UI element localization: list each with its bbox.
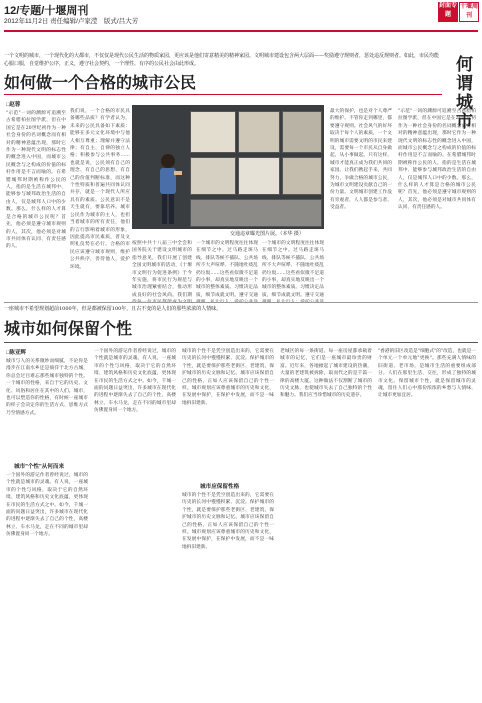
photo-caption: 交通违章曝光图片展。（本华 摄）: [230, 231, 304, 237]
article1-rule: [4, 94, 442, 95]
subhead-keep-character: 城市应保留性格: [200, 484, 240, 490]
section-tag: 封面专题: [438, 2, 458, 22]
photo-panel: [282, 111, 322, 153]
photo-panel: [190, 157, 236, 195]
article2-author: □陈亚辉: [6, 350, 26, 356]
article1-col4: 一个城市的文明程度往往体现在细节之中。过马路走斑马线、排队等候不插队、公共场所不大声喧哗、不随地吐痰乱扔垃圾……这些看似微不足道的小事，却真实地反映出一个城市的整体素质。习惯决定品质，细节成就文明。遵守交通: [196, 241, 258, 298]
article2-col4: 老城区的每一条街道、每一座房屋都承载着城市的记忆，它们是一座城市最珍贵的财富。近年来，各地掀起了城市建设的热潮，大量的老建筑被拆除，取而代之的是千篇一律的高楼大厦。这种做法不仅割断了城市的历史文脉，也使城市失去了自己独特的个性和魅力。我们应当珍惜城市的历史遗存。: [280, 349, 372, 399]
traffic-photo: [132, 105, 324, 229]
paper-tag: 十堰周刊: [459, 2, 479, 22]
section-title: 12/专题/十堰周刊: [4, 5, 89, 17]
article1-headline: 如何做一个合格的城市公民: [4, 75, 197, 92]
dateline: 2012年11月2日 责任编辑/卢家滢 版式/吕大芳: [4, 18, 139, 25]
vertical-column-title: 何谓城市: [453, 55, 472, 131]
article1-intro: 一个文明的城市，一个现代化的大都市，不仅仅是现代公民生活的物质家园，更应该是他们寄意精美的精神家园。文明城市建设包含两大层面——奖励遵守规则者，惩处违反规则者。如此，市民均能心服口服，自觉维护公序，正义，遵守社会契约，一个理性、有序的公民社会由此形成。: [4, 53, 440, 67]
section-divider: [4, 302, 478, 303]
header-rule: [4, 30, 478, 32]
article2-rule: [4, 342, 478, 343]
article2-col1: 城市与人的关系微妙而细腻，不论你是漫步在江南水乡还是徜徉于北方古城，你总会过目难忘那些城市独特的个性。一个城市的性格，来自于它的历史、文化、风俗和居住在其中的人们。城市，也可以塑造你的性格，有时候一座城市的样子会决定你的生活方式、思维方式乃至情感方式。: [6, 359, 88, 416]
child-figure: [154, 151, 182, 229]
article2-col2: 一个国外的游记作者曾经说过，城市的个性就是城市的灵魂。有人说，一座城市的个性与风格，取决于它的自然环境、建筑风格和历史文化底蕴，更体现在市民的生活方式之中。如今，千城一面的问题日益突出，许多城市在现代化的进程中逐渐失去了自己的个性，高楼林立、车水马龙，走在不同的城市里却仿佛置身同一个地方。: [94, 349, 176, 414]
article2-col1b: 一个国外的游记作者曾经说过，城市的个性就是城市的灵魂。有人说，一座城市的个性与风格，取决于它的自然环境、建筑风格和历史文化底蕴，更体现在市民的生活方式之中。如今，千城一面的问题日益突出，许多城市在现代化的进程中逐渐失去了自己的个性，高楼林立、车水马龙，走在不同的城市里却仿佛置身同一个地方。: [6, 473, 88, 538]
photo-panel: [190, 199, 322, 227]
photo-panel: [282, 157, 322, 195]
article2-intro: 一座城市不希望规划超前1000年，但是都被保留100年，且古不变的是人们的那些浓浓的人情味。: [4, 306, 222, 312]
photo-panel: [238, 111, 280, 153]
article2-headline: 城市如何保留个性: [4, 321, 133, 338]
photo-panel: [238, 157, 280, 195]
article1-col6: "示范"一词的渊源可追溯至古希腊柏拉图学派，但在中国它是在20世纪初作为一种社会身份的名词概念而有相对的精神意蕴出现，那时它作为一种现代文明的标志性的概念进入中国，而城市公民概念与之构成的价值的标杆作用是不言而喻的。在希腊城邦时期被称作公民的人，指的是生活在城邦中、能够参与城邦政治生活的自由人，仅是城邦人口中的少数。那么，什么样的人才算是合格的城市公民呢？首先，他必须是遵守城市规则的人，其次，他必须是对城市共同体有认同、有责任感的人。: [398, 109, 476, 211]
article1-col3: 按照中共十八届三中全会和国务院关于建设文明城市的指导意见，我们开展了创建全国文明城市的活动，《十堰市文明行为促进条例》于今年实施，将市民行为规范与城市治理紧密结合，推动形成良好的社会风尚。我们期: [132, 241, 192, 298]
article1-col1: "示范"一词的渊源可追溯至古希腊柏拉图学派，但在中国它是在20世纪初作为一种社会身份的名词概念而有相对的精神意蕴出现，那时它作为一种现代文明的标志性的概念进入中国，而城市公民概念与之构成的价值的标杆作用是不言而喻的。在希腊城邦时期被称作公民的人，指的是生活在城邦中、能够参与城邦政治生活的自由人，仅是城邦人口中的少数。那么，什么样的人才算是合格的城市公民呢？首先，他必须是遵守城市规则的人，其次，他必须是对城市共同体有认同、有责任感的人。: [6, 111, 66, 250]
article2-col3: 城市的个性不是凭空创造出来的，它需要在历史的长河中慢慢积累、沉淀。保护城市的个性，就是要保护那些老街区、老建筑，保护城市的历史文脉和记忆。城市应该保留自己的性格，正如人应该保留自己的个性一样。城市规划应该尊重城市的历史和文化，在发展中保护，在保护中发展，而不是一味地拆旧建新。: [182, 349, 274, 406]
page-header: [4, 2, 478, 30]
article1-col4b: 一个城市的文明程度往往体现在细节之中。过马路走斑马线、排队等候不插队、公共场所不大声喧哗、不随地吐痰乱扔垃圾……这些看似微不足道的小事，却真实地反映出一个城市的整体素质。习惯决定品质，细节成就文明。遵守交通: [262, 241, 324, 298]
article1-col2: 我们说，一个合格的市民具备哪些品质？有学者认为，未来的公民具备如下素质：能够在多元文化环境中与他人相互尊重；理解并遵守法律；有自主、自律的独立人格；积极参与公共事务……也就是说，公民须有自己的理念、有自己的思想、有自己的价值判断标准，而这种个性特质和普遍共同体认同并存，就是一个现代人所应具有的素质。公民意识不是天生就有，要靠培养。城市公民作为城市的主人，也担当着城市的所有责任，他们的言行影响着城市的形象，因此提高市民素质，普及文明礼仪势在必行。合格的市民应该遵守城市规则，维护公共秩序，善待他人，爱护环境。: [70, 109, 130, 270]
article1-col5: 最大的保护，也是对个人尊严的维护。不管你走到哪里，都要遵守规则。社会风气的好坏取决于每个人的素质，一个文明的城市需要文明的市民来建设，需要每一个市民从自身做起，从小事做起。只有这样，城市才能真正成为我们共同的家园。让我们携起手来，共同努力，争做合格的城市公民，为城市文明建设贡献自己的一份力量。文明城市创建工作没有旁观者，人人都是参与者、受益者。: [330, 109, 392, 211]
subhead-city-personality: 城市"个性"从何而来: [14, 464, 65, 470]
article1-author: □赵蓉: [6, 102, 21, 108]
photo-panel: [190, 111, 236, 153]
article2-col5: "香港的旧区改造是"细胞式"的"改造，也就是一个单元一个单元地"更换"。那些充满人情味的旧街道、老市场，是城市生活的重要组成部分。人们在那里生活、交往，形成了独特的城市文化。保留城市个性，就是保留城市的灵魂，留住人们心中那份浓浓的乡愁与人情味，让城市更加宜居。: [378, 349, 476, 399]
article2-col3b: 城市的个性不是凭空创造出来的，它需要在历史的长河中慢慢积累、沉淀。保护城市的个性，就是要保护那些老街区、老建筑，保护城市的历史文脉和记忆。城市应该保留自己的性格，正如人应该保留自己的个性一样。城市规划应该尊重城市的历史和文化，在发展中保护，在保护中发展，而不是一味地拆旧建新。: [182, 493, 274, 550]
